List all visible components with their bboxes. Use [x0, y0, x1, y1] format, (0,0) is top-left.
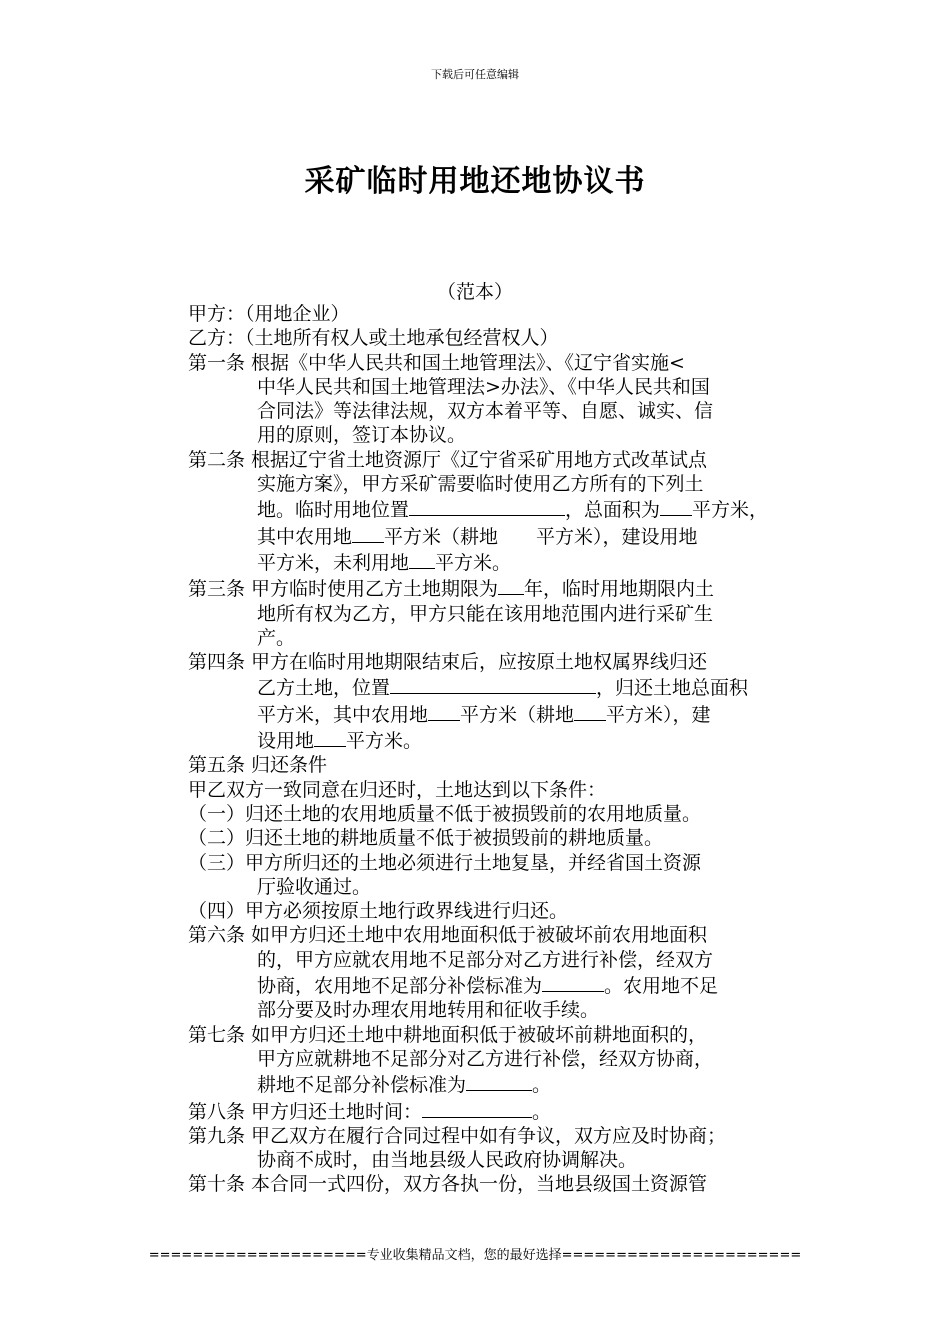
blank-return-cropland[interactable]: [574, 701, 606, 721]
party-a: 甲方：（用地企业）: [188, 303, 350, 325]
article-6-line: 部分要及时办理农用地转用和征收手续。: [257, 999, 600, 1022]
blank-farmland-compensation[interactable]: [542, 972, 604, 992]
document-subtitle: （范本）: [436, 281, 513, 303]
article-2-line: 实施方案》，甲方采矿需要临时使用乙方所有的下列土: [257, 473, 704, 496]
condition-item: （一）归还土地的农用地质量不低于被损毁前的农用地质量。: [188, 802, 702, 825]
text: 。农用地不足: [604, 975, 719, 998]
article-7-line: 甲方应就耕地不足部分对乙方进行补偿，经双方协商，: [257, 1047, 714, 1070]
article-9-line: 第九条 甲乙双方在履行合同过程中如有争议，双方应及时协商；: [188, 1124, 727, 1147]
condition-item: 厅验收通过。: [257, 875, 372, 898]
text: 平方米。: [346, 730, 423, 753]
article-1-line: 中华人民共和国土地管理法>办法》、《中华人民共和国: [257, 375, 710, 398]
blank-unused-land-area[interactable]: [409, 549, 435, 569]
blank-land-location[interactable]: [409, 496, 565, 516]
article-1-line: 第一条 根据《中华人民共和国土地管理法》、《辽宁省实施<: [188, 351, 685, 374]
article-2-line: [257, 496, 828, 522]
article-4-line: 第四条 甲方在临时用地期限结束后，应按原土地权属界线归还: [188, 651, 708, 674]
text: ，总面积为: [565, 499, 661, 522]
text: 第八条 甲方归还土地时间：: [188, 1100, 423, 1123]
blank-cropland-compensation[interactable]: [466, 1071, 532, 1091]
article-2-line: [257, 523, 828, 549]
text: 平方米，未利用地: [257, 551, 410, 574]
document-title: 采矿临时用地还地协议书: [304, 164, 646, 199]
article-4-line: [257, 727, 828, 753]
article-2-line: 第二条 根据辽宁省土地资源厅《辽宁省采矿用地方式改革试点: [188, 448, 708, 471]
text: 平方米，其中农用地: [257, 703, 429, 726]
article-1-line: 用的原则，签订本协议。: [257, 424, 467, 447]
article-3-line: 地所有权为乙方，甲方只能在该用地范围内进行采矿生: [257, 602, 714, 625]
condition-item: （二）归还土地的耕地质量不低于被损毁前的耕地质量。: [188, 827, 664, 850]
condition-item: （三）甲方所归还的土地必须进行土地复垦，并经省国土资源: [188, 851, 702, 874]
text: 。: [532, 1074, 552, 1097]
text: 年，临时用地期限内土: [524, 578, 715, 601]
article-7-line: 第七条 如甲方归还土地中耕地面积低于被破坏前耕地面积的，: [188, 1023, 708, 1046]
text: 设用地: [257, 730, 315, 753]
footer-banner: ====================专业收集精品文档，您的最好选择======================: [148, 1248, 802, 1263]
blank-return-construction[interactable]: [314, 727, 346, 747]
article-6-line: 的，甲方应就农用地不足部分对乙方进行补偿，经双方: [257, 948, 714, 971]
text: 平方米（耕地: [460, 703, 575, 726]
text: 其中农用地: [257, 525, 353, 548]
blank-return-location[interactable]: [390, 674, 596, 694]
blank-return-date[interactable]: [422, 1098, 532, 1118]
article-8-line: [188, 1098, 828, 1124]
article-3-line: [188, 575, 828, 601]
text: 平方米（耕地 平方米），建设用地: [384, 525, 698, 548]
text: 。: [532, 1100, 552, 1123]
text: 协商，农用地不足部分补偿标准为: [257, 975, 543, 998]
article-3-line: 产。: [257, 626, 296, 649]
blank-total-area[interactable]: [660, 496, 692, 516]
document-body: [188, 302, 828, 1197]
article-2-line: [257, 549, 828, 575]
article-9-line: 协商不成时，由当地县级人民政府协调解决。: [257, 1149, 638, 1172]
text: 第三条 甲方临时使用乙方土地期限为: [188, 578, 499, 601]
article-1-line: 合同法》等法律法规，双方本着平等、自愿、诚实、信: [257, 400, 714, 423]
party-b: 乙方：（土地所有权人或土地承包经营权人）: [188, 327, 559, 350]
article-5-line: 第五条 归还条件: [188, 754, 328, 777]
blank-farmland-area[interactable]: [352, 523, 384, 543]
text: 地。临时用地位置: [257, 499, 410, 522]
text: ，归还土地总面积: [596, 677, 749, 700]
article-6-line: 第六条 如甲方归还土地中农用地面积低于被破坏前农用地面积: [188, 924, 708, 947]
article-6-line: [257, 972, 828, 998]
condition-item: （四）甲方必须按原土地行政界线进行归还。: [188, 900, 569, 923]
text: 乙方土地，位置: [257, 677, 391, 700]
header-note: 下载后可任意编辑: [431, 68, 519, 81]
article-10-line: 第十条 本合同一式四份，双方各执一份，当地县级国土资源管: [188, 1173, 708, 1196]
text: 平方米），建: [606, 703, 711, 726]
blank-term-years[interactable]: [498, 575, 524, 595]
text: 耕地不足部分补偿标准为: [257, 1074, 467, 1097]
article-5-line: 甲乙双方一致同意在归还时，土地达到以下条件：: [188, 778, 607, 801]
text: 平方米，: [692, 499, 769, 522]
article-7-line: [257, 1071, 828, 1097]
article-4-line: [257, 701, 828, 727]
blank-return-farmland[interactable]: [428, 701, 460, 721]
text: 平方米。: [435, 551, 512, 574]
article-4-line: [257, 674, 828, 700]
